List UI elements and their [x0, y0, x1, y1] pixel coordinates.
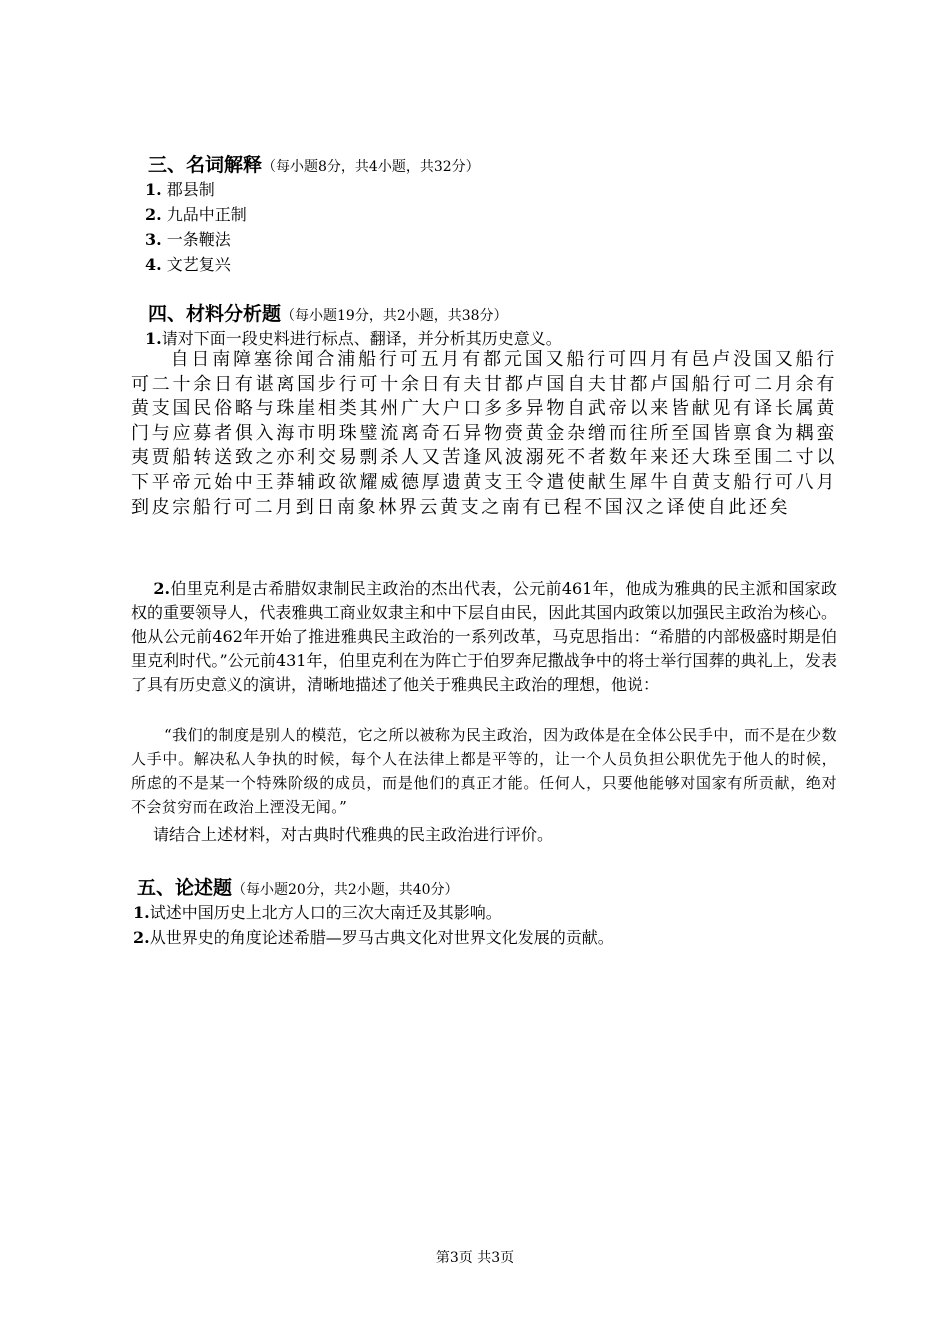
list-item: 1. 郡县制	[145, 180, 215, 199]
section-4-heading	[148, 299, 508, 326]
question-4-2-instruction: 请结合上述材料，对古典时代雅典的民主政治进行评价。	[153, 825, 554, 844]
question-4-1-prompt: 1.请对下面一段史料进行标点、翻译，并分析其历史意义。	[145, 329, 562, 348]
section-5-title: 五、论述题	[137, 877, 233, 899]
section-3-heading	[148, 150, 480, 177]
section-4-title: 四、材料分析题	[148, 303, 282, 325]
list-item: 4. 文艺复兴	[145, 255, 231, 274]
section-5-heading	[137, 873, 459, 900]
question-4-2-material: 2.伯里克利是古希腊奴隶制民主政治的杰出代表，公元前461年，他成为雅典的民主派和国家政权的重要领导人，代表雅典工商业奴隶主和中下层自由民，因此其国内政策以加强民主政治为核心。他从公元前462年开始了推进雅典民主政治的一系列改革，马克思指出：“希腊的内部极盛时期是伯里克利时代。”公元前431年，伯里克利在为阵亡于伯罗奔尼撒战争中的将士举行国葬的典礼上，发表了具有历史意义的演讲，清晰地描述了他关于雅典民主政治的理想，他说：	[131, 579, 837, 694]
classical-passage: 自日南障塞徐闻合浦船行可五月有都元国又船行可四月有邑卢没国又船行可二十余日有谌离国步行可十余日有夫甘都卢国自夫甘都卢国船行可二月余有黄支国民俗略与珠崖相类其州广大户口多多异物自武帝以来皆献见有译长属黄门与应募者俱入海市明珠璧流离奇石异物赍黄金杂缯而往所至国皆禀食为耦蛮夷贾船转送致之亦利交易剽杀人又苦逢风波溺死不者数年来还大珠至围二寸以下平帝元始中王莽辅政欲耀威德厚遗黄支王令遣使献生犀牛自黄支船行可八月到皮宗船行可二月到日南象林界云黄支之南有已程不国汉之译使自此还矣	[131, 349, 837, 518]
list-item: 3. 一条鞭法	[145, 230, 231, 249]
section-3-score-note: （每小题8分，共4小题，共32分）	[262, 159, 480, 175]
list-item: 2.从世界史的角度论述希腊—罗马古典文化对世界文化发展的贡献。	[133, 928, 614, 947]
section-3-title: 三、名词解释	[148, 154, 263, 176]
pericles-quote: “我们的制度是别人的模范，它之所以被称为民主政治，因为政体是在全体公民手中，而不是在少数人手中。解决私人争执的时候，每个人在法律上都是平等的，让一个人员负担公职优先于他人的时候，所虑的不是某一个特殊阶级的成员，而是他们的真正才能。任何人，只要他能够对国家有所贡献，绝对不会贫穷而在政治上湮没无闻。”	[131, 726, 837, 816]
list-item: 2. 九品中正制	[145, 205, 247, 224]
section-5-score-note: （每小题20分，共2小题，共40分）	[232, 882, 459, 898]
section-4-score-note: （每小题19分，共2小题，共38分）	[281, 308, 508, 324]
page-footer: 第3页 共3页	[435, 1250, 515, 1266]
list-item: 1.试述中国历史上北方人口的三次大南迁及其影响。	[133, 903, 502, 922]
